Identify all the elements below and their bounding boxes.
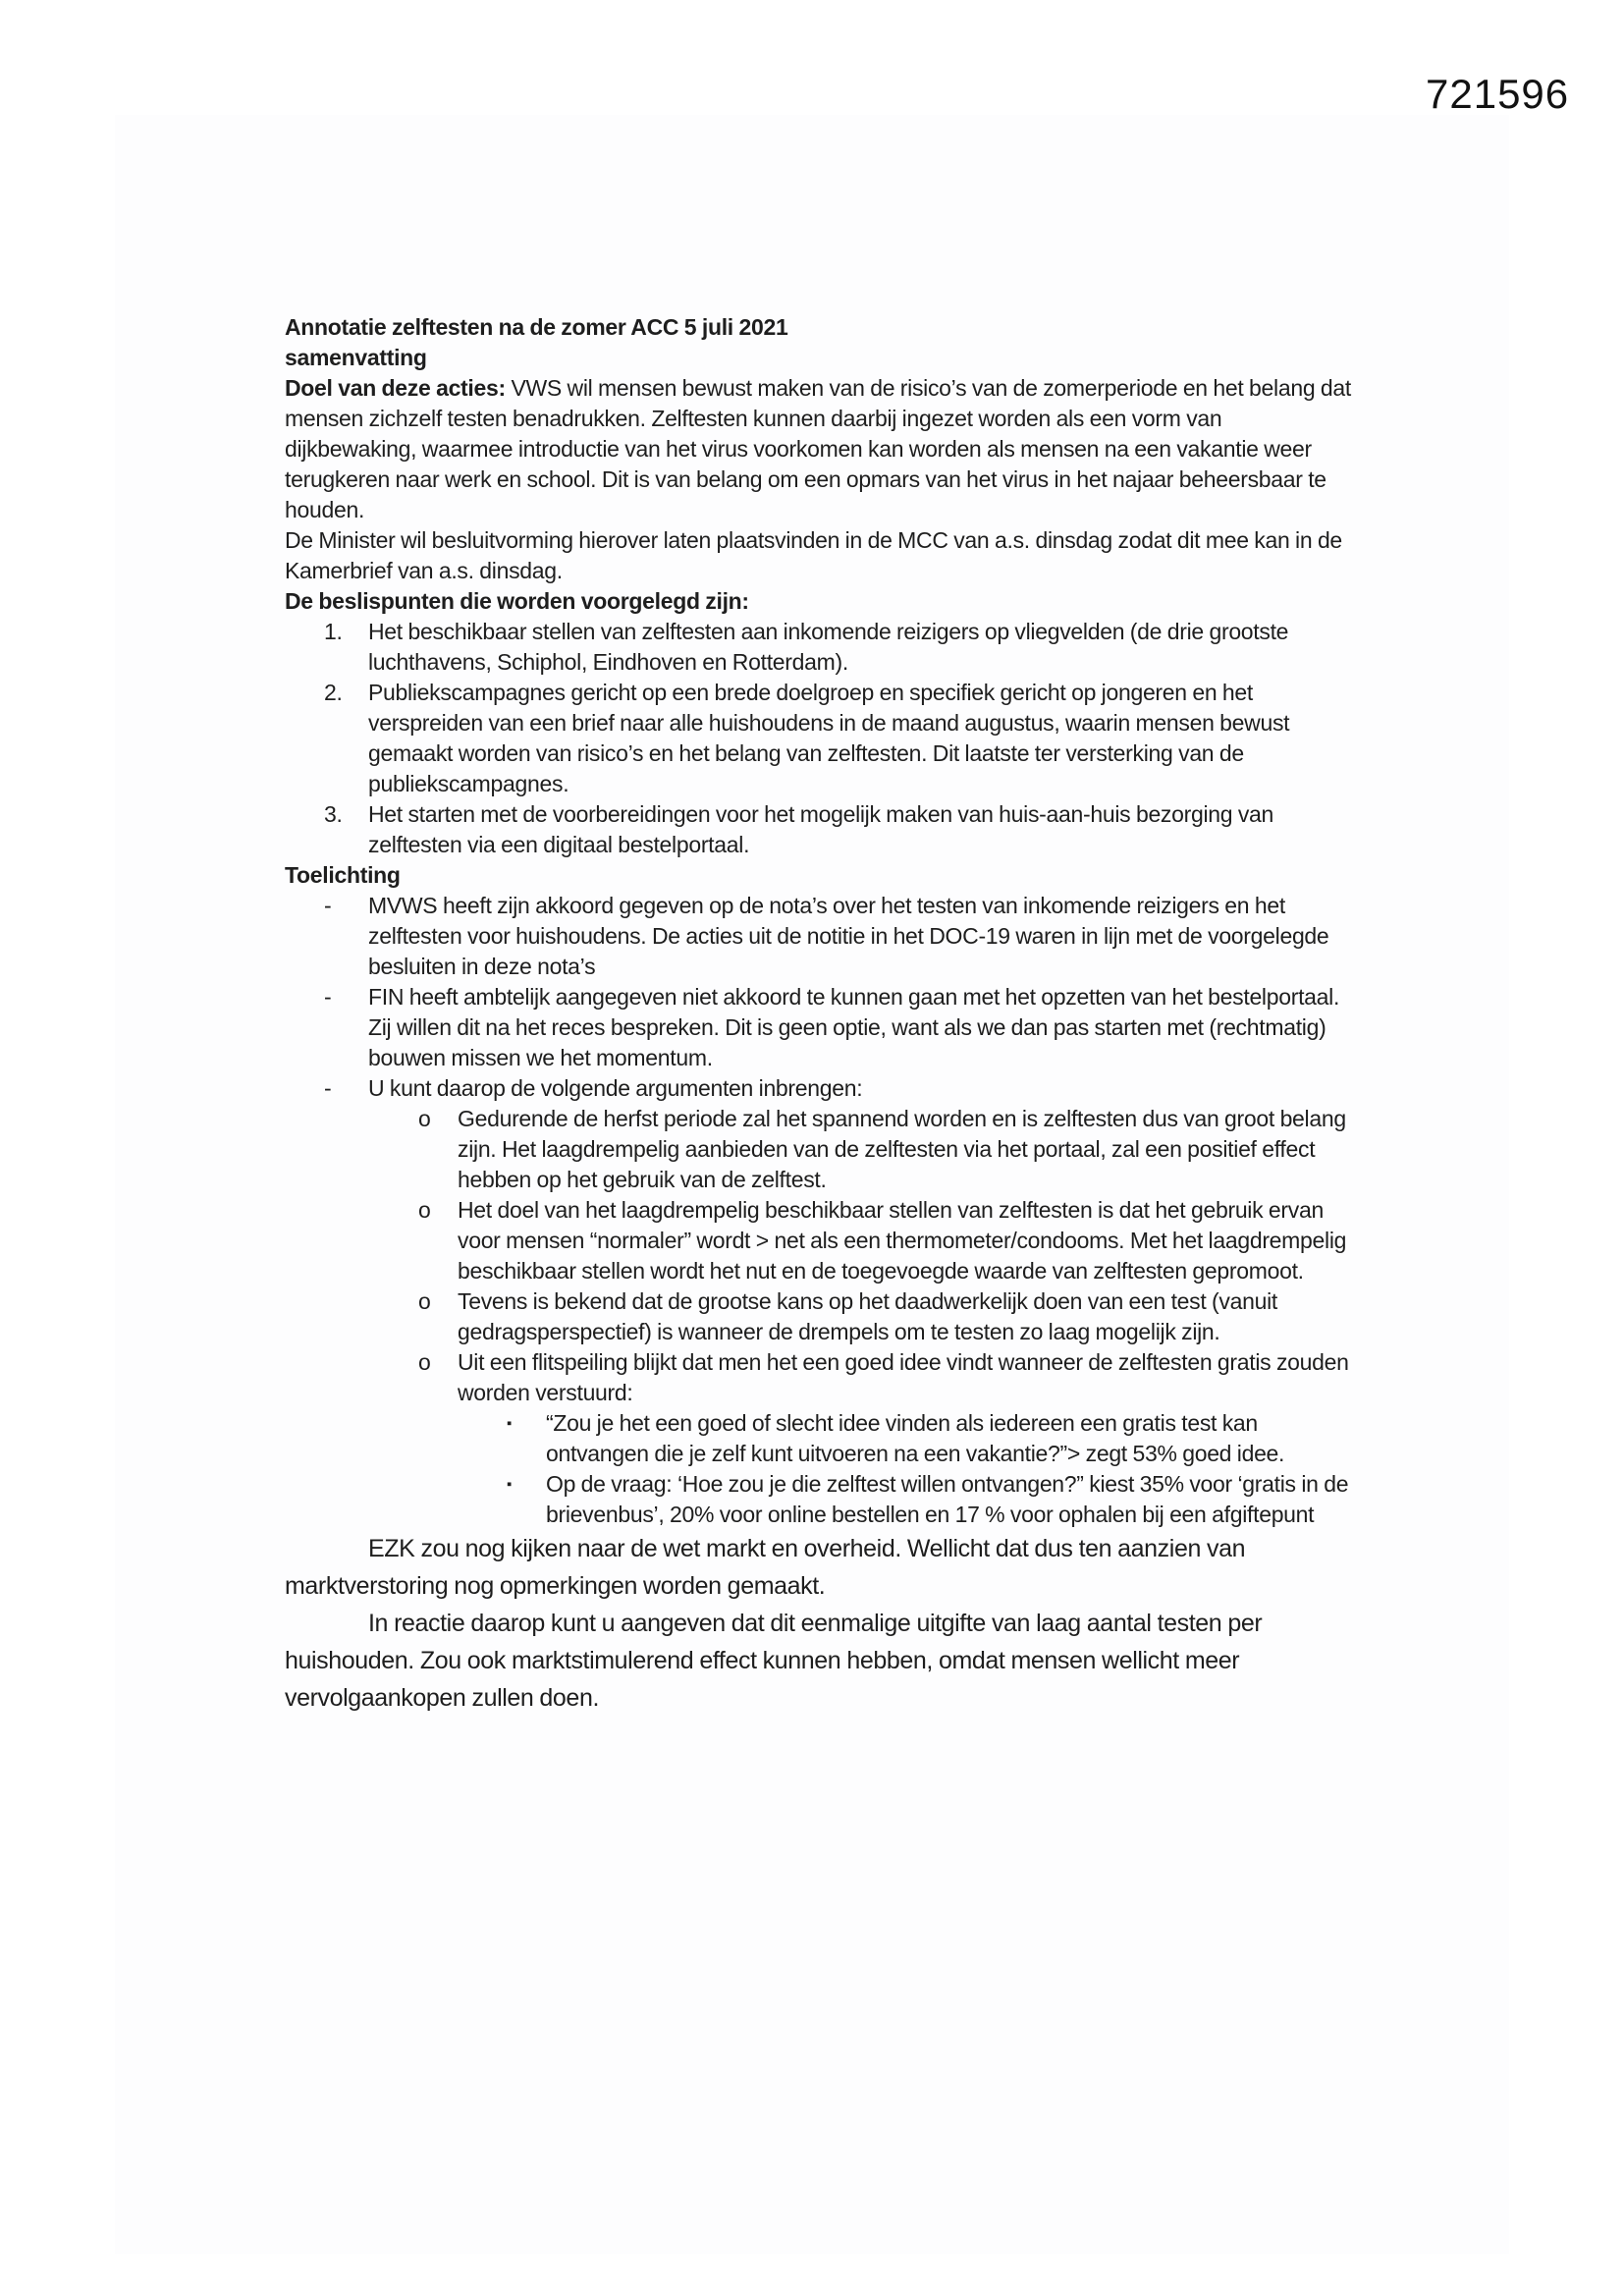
dash-item-2-bullet: -	[324, 984, 332, 1010]
square-item-2-bullet: ▪	[507, 1476, 513, 1493]
dash-item-1-text: MVWS heeft zijn akkoord gegeven op de nota’s over het testen van inkomende reizigers en het zelftesten voor huishoudens. De acties uit de notitie in het DOC-19 waren in lijn met de voorgelegde besluiten in deze nota’s	[368, 893, 1329, 979]
o-item-1-text: Gedurende de herfst periode zal het spannend worden en is zelftesten dus van groot belang zijn. Het laagdrempelig aanbieden van de zelftesten via het portaal, zal een positief effect hebben op het gebruik van de zelftest.	[458, 1106, 1346, 1192]
decision-item-3-number: 3.	[324, 801, 343, 827]
o-item-1	[285, 1104, 1357, 1195]
paragraph-minister: De Minister wil besluitvorming hierover laten plaatsvinden in de MCC van a.s. dinsdag zodat dit mee kan in de Kamerbrief van a.s. dinsdag.	[285, 527, 1342, 583]
square-item-2	[285, 1469, 1357, 1530]
o-item-4-text: Uit een flitspeiling blijkt dat men het een goed idee vindt wanneer de zelftesten gratis zouden worden verstuurd:	[458, 1349, 1349, 1405]
decision-list	[285, 617, 1357, 860]
heading-toelichting: Toelichting	[285, 862, 401, 888]
argument-o-list	[285, 1104, 1357, 1408]
survey-square-list	[285, 1408, 1357, 1530]
o-item-3-bullet: o	[418, 1288, 431, 1314]
dash-item-3	[285, 1073, 1357, 1104]
square-item-1-bullet: ▪	[507, 1415, 513, 1432]
document-body	[285, 312, 1357, 1717]
decision-item-2-number: 2.	[324, 680, 343, 705]
o-item-2	[285, 1195, 1357, 1286]
o-item-3-text: Tevens is bekend dat de grootse kans op het daadwerkelijk doen van een test (vanuit gedragsperspectief) is wanneer de drempels om te testen zo laag mogelijk zijn.	[458, 1288, 1277, 1344]
decision-item-2-text: Publiekscampagnes gericht op een brede doelgroep en specifiek gericht op jongeren en het verspreiden van een brief naar alle huishoudens in de maand augustus, waarin mensen bewust gemaakt worden van risico’s en het belang van zelftesten. Dit laatste ter versterking van de publiekscampagnes.	[368, 680, 1290, 796]
o-item-2-text: Het doel van het laagdrempelig beschikbaar stellen van zelftesten is dat het gebruik ervan voor mensen “normaler” wordt > net als een thermometer/condooms. Met het laagdrempelig beschikbaar stellen wordt het nut en de toegevoegde waarde van zelftesten gepromoot.	[458, 1197, 1347, 1284]
decision-item-2	[285, 678, 1357, 799]
toelichting-dash-list	[285, 891, 1357, 1104]
heading-beslispunten: De beslispunten die worden voorgelegd zijn:	[285, 588, 749, 614]
square-item-2-text: Op de vraag: ‘Hoe zou je die zelftest willen ontvangen?” kiest 35% voor ‘gratis in de brievenbus’, 20% voor online bestellen en 17 % voor ophalen bij een afgiftepunt	[546, 1471, 1349, 1527]
document-title: Annotatie zelftesten na de zomer ACC 5 juli 2021	[285, 314, 788, 340]
heading-samenvatting: samenvatting	[285, 345, 427, 370]
closing-paragraph-1: EZK zou nog kijken naar de wet markt en overheid. Wellicht dat dus ten aanzien van marktverstoring nog opmerkingen worden gemaakt.	[285, 1535, 1246, 1600]
doel-label: Doel van deze acties:	[285, 375, 506, 401]
square-item-1-text: “Zou je het een goed of slecht idee vinden als iedereen een gratis test kan ontvangen die je zelf kunt uitvoeren na een vakantie?”> zegt 53% goed idee.	[546, 1410, 1285, 1466]
dash-item-3-bullet: -	[324, 1075, 332, 1101]
dash-item-2	[285, 982, 1357, 1073]
decision-item-3-text: Het starten met de voorbereidingen voor het mogelijk maken van huis-aan-huis bezorging van zelftesten via een digitaal bestelportaal.	[368, 801, 1274, 857]
o-item-4	[285, 1347, 1357, 1408]
document-number: 721596	[1426, 71, 1570, 117]
o-item-2-bullet: o	[418, 1197, 431, 1223]
decision-item-1	[285, 617, 1357, 678]
dash-item-1	[285, 891, 1357, 982]
decision-item-1-number: 1.	[324, 619, 343, 644]
decision-item-1-text: Het beschikbaar stellen van zelftesten aan inkomende reizigers op vliegvelden (de drie grootste luchthavens, Schiphol, Eindhoven en Rotterdam).	[368, 619, 1289, 675]
closing-paragraph-2: In reactie daarop kunt u aangeven dat dit eenmalige uitgifte van laag aantal testen per huishouden. Zou ook marktstimulerend effect kunnen hebben, omdat mensen wellicht meer vervolgaankopen zullen doen.	[285, 1610, 1263, 1712]
dash-item-2-text: FIN heeft ambtelijk aangegeven niet akkoord te kunnen gaan met het opzetten van het bestelportaal. Zij willen dit na het reces bespreken. Dit is geen optie, want als we dan pas starten met (rechtmatig) bouwen missen we het momentum.	[368, 984, 1340, 1070]
o-item-4-bullet: o	[418, 1349, 431, 1375]
paragraph-doel	[285, 373, 1357, 525]
square-item-1	[285, 1408, 1357, 1469]
decision-item-3	[285, 799, 1357, 860]
o-item-1-bullet: o	[418, 1106, 431, 1131]
o-item-3	[285, 1286, 1357, 1347]
dash-item-1-bullet: -	[324, 893, 332, 918]
doel-text: VWS wil mensen bewust maken van de risico’s van de zomerperiode en het belang dat mensen zichzelf testen benadrukken. Zelftesten kunnen daarbij ingezet worden als een vorm van dijkbewaking, waarmee introductie van het virus voorkomen kan worden als mensen na een vakantie weer terugkeren naar werk en school. Dit is van belang om een opmars van het virus in het najaar beheersbaar te houden.	[285, 375, 1351, 522]
dash-item-3-text: U kunt daarop de volgende argumenten inbrengen:	[368, 1075, 863, 1101]
